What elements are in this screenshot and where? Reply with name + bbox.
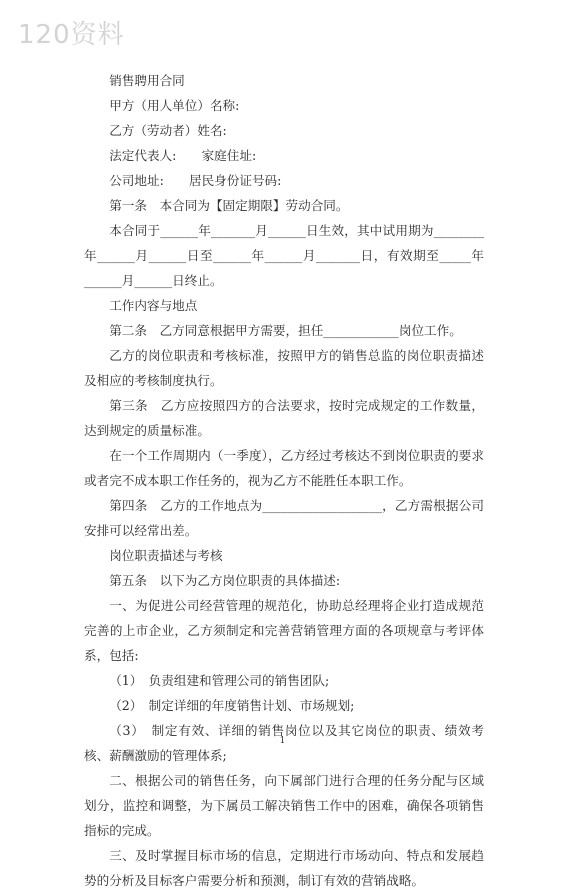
legal-representative: 法定代表人: 家庭住址:: [109, 148, 257, 163]
duty-1: 一、为促进公司经营管理的规范化，协助总经理将企业打造成规范完善的上市企业，乙方须制定和完善营销管理方面的各项规章与考评体系，包括:: [84, 598, 484, 663]
party-b-name: 乙方（劳动者）姓名:: [109, 123, 227, 138]
article-2: 第二条 乙方同意根据甲方需要，担任____________岗位工作。: [109, 323, 462, 338]
work-cycle-clause: 在一个工作周期内（一季度），乙方经过考核达不到岗位职责的要求或者完不成本职工作任务的，视为乙方不能胜任本职工作。: [84, 448, 484, 488]
duty-1-item-1: （1） 负责组建和管理公司的销售团队;: [109, 673, 330, 688]
contract-document: [84, 68, 484, 893]
document-title: 销售聘用合同: [109, 73, 185, 88]
contract-term: 本合同于______年_______月______日生效，其中试用期为________年______月______日至______年______月_______日，有效期至_____年______月______日终止。: [84, 223, 484, 288]
party-a-name: 甲方（用人单位）名称:: [109, 98, 240, 113]
company-address: 公司地址: 居民身份证号码:: [109, 173, 282, 188]
duty-1-item-3: （3） 制定有效、详细的销售岗位以及其它岗位的职责、绩效考核、薪酬激励的管理体系;: [84, 723, 484, 763]
article-3: 第三条 乙方应按照四方的合法要求，按时完成规定的工作数量，达到规定的质量标准。: [84, 398, 484, 438]
watermark: 120资料: [18, 20, 125, 50]
article-1: 第一条 本合同为【固定期限】劳动合同。: [109, 198, 349, 213]
duty-2: 二、根据公司的销售任务，向下属部门进行合理的任务分配与区域划分，监控和调整，为下属员工解决销售工作中的困难，确保各项销售指标的完成。: [84, 773, 484, 838]
section-heading-work: 工作内容与地点: [109, 298, 198, 313]
duty-3: 三、及时掌握目标市场的信息，定期进行市场动向、特点和发展趋势的分析及目标客户需要分析和预测，制订有效的营销战略。: [84, 848, 484, 888]
section-heading-duties: 岗位职责描述与考核: [109, 548, 223, 563]
job-duties-standard: 乙方的岗位职责和考核标准，按照甲方的销售总监的岗位职责描述及相应的考核制度执行。: [84, 348, 484, 388]
page-number: 1: [279, 736, 286, 746]
article-5: 第五条 以下为乙方岗位职责的具体描述:: [109, 573, 341, 588]
duty-1-item-2: （2） 制定详细的年度销售计划、市场规划;: [109, 698, 355, 713]
article-4: 第四条 乙方的工作地点为___________________，乙方需根据公司安排可以经常出差。: [84, 498, 484, 538]
